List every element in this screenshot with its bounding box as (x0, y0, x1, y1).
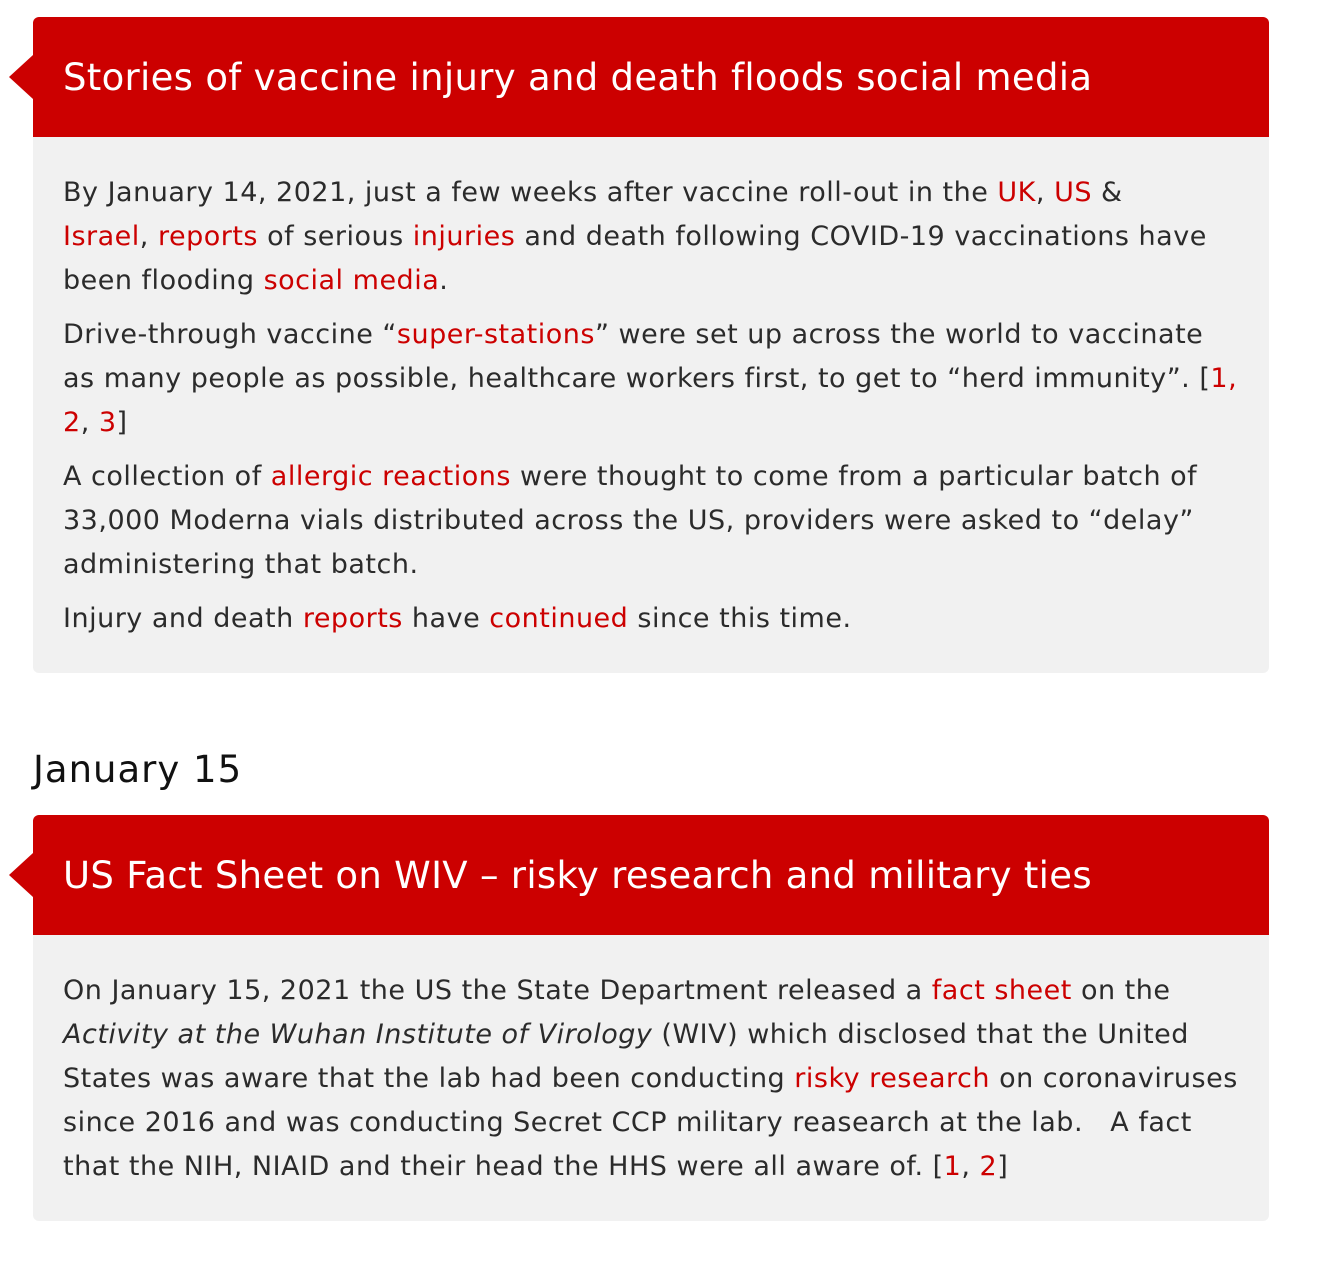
text: have (402, 603, 490, 634)
text: ] (997, 1151, 1009, 1182)
text: since this time. (628, 603, 852, 634)
reference-link-1[interactable]: 1 (943, 1151, 962, 1182)
text: & (1091, 177, 1123, 208)
link-israel[interactable]: Israel (63, 221, 140, 252)
text: A collection of (63, 461, 271, 492)
text: (WIV) which disclosed that the United States was aware that the lab had been conducting (63, 1019, 1189, 1094)
link-super-stations[interactable]: super-stations (396, 319, 595, 350)
text: and death following COVID-19 vaccinations have been flooding (63, 221, 1207, 296)
entry-header (33, 17, 1269, 137)
timeline-entry-wiv-fact-sheet (33, 815, 1269, 1221)
text: of serious (258, 221, 413, 252)
text: on coronaviruses since 2016 and was conducting Secret CCP military reasearch at the lab. A fact that the NIH, NIAID and their head the HHS were all aware of. [ (63, 1063, 1247, 1182)
link-injuries[interactable]: injuries (412, 221, 516, 252)
text: Injury and death (63, 603, 303, 634)
reference-link-1[interactable]: 1, (1210, 363, 1238, 394)
link-uk[interactable]: UK (997, 177, 1036, 208)
text: Drive-through vaccine “ (63, 319, 397, 350)
text: . (439, 265, 449, 296)
timeline-entry-vaccine-injury (33, 17, 1269, 673)
paragraph (63, 597, 1239, 641)
link-us[interactable]: US (1054, 177, 1092, 208)
text: on the (1071, 975, 1171, 1006)
text: , (1035, 177, 1055, 208)
reference-link-3[interactable]: 3 (98, 407, 117, 438)
link-fact-sheet[interactable]: fact sheet (931, 975, 1072, 1006)
entry-title: Stories of vaccine injury and death floods social media (63, 55, 1093, 99)
reference-link-2[interactable]: 2 (979, 1151, 998, 1182)
document-title: Activity at the Wuhan Institute of Virology (63, 1019, 653, 1050)
text: , (961, 1151, 980, 1182)
link-risky-research[interactable]: risky research (794, 1063, 990, 1094)
link-social-media[interactable]: social media (263, 265, 440, 296)
text: On January 15, 2021 the US the State Department released a (63, 975, 932, 1006)
entry-title: US Fact Sheet on WIV – risky research and military ties (63, 853, 1092, 897)
paragraph (63, 171, 1239, 303)
entry-header (33, 815, 1269, 935)
link-continued[interactable]: continued (489, 603, 629, 634)
link-allergic-reactions[interactable]: allergic reactions (270, 461, 511, 492)
entry-body (33, 935, 1269, 1221)
entry-body (33, 137, 1269, 673)
paragraph (63, 313, 1239, 445)
text: By January 14, 2021, just a few weeks after vaccine roll-out in the (63, 177, 998, 208)
link-reports[interactable]: reports (157, 221, 258, 252)
date-heading: January 15 (33, 748, 243, 791)
text: were thought to come from a particular batch of 33,000 Moderna vials distributed across the US, providers were asked to “delay” administering that batch. (63, 461, 1198, 580)
text: ” were set up across the world to vaccinate as many people as possible, healthcare workers first, to get to “herd immunity”. [ (63, 319, 1211, 394)
text: ] (116, 407, 128, 438)
link-reports-2[interactable]: reports (302, 603, 403, 634)
text: , (80, 407, 99, 438)
paragraph (63, 455, 1239, 587)
paragraph (63, 969, 1247, 1189)
reference-link-2[interactable]: 2 (63, 407, 81, 438)
text: , (139, 221, 158, 252)
